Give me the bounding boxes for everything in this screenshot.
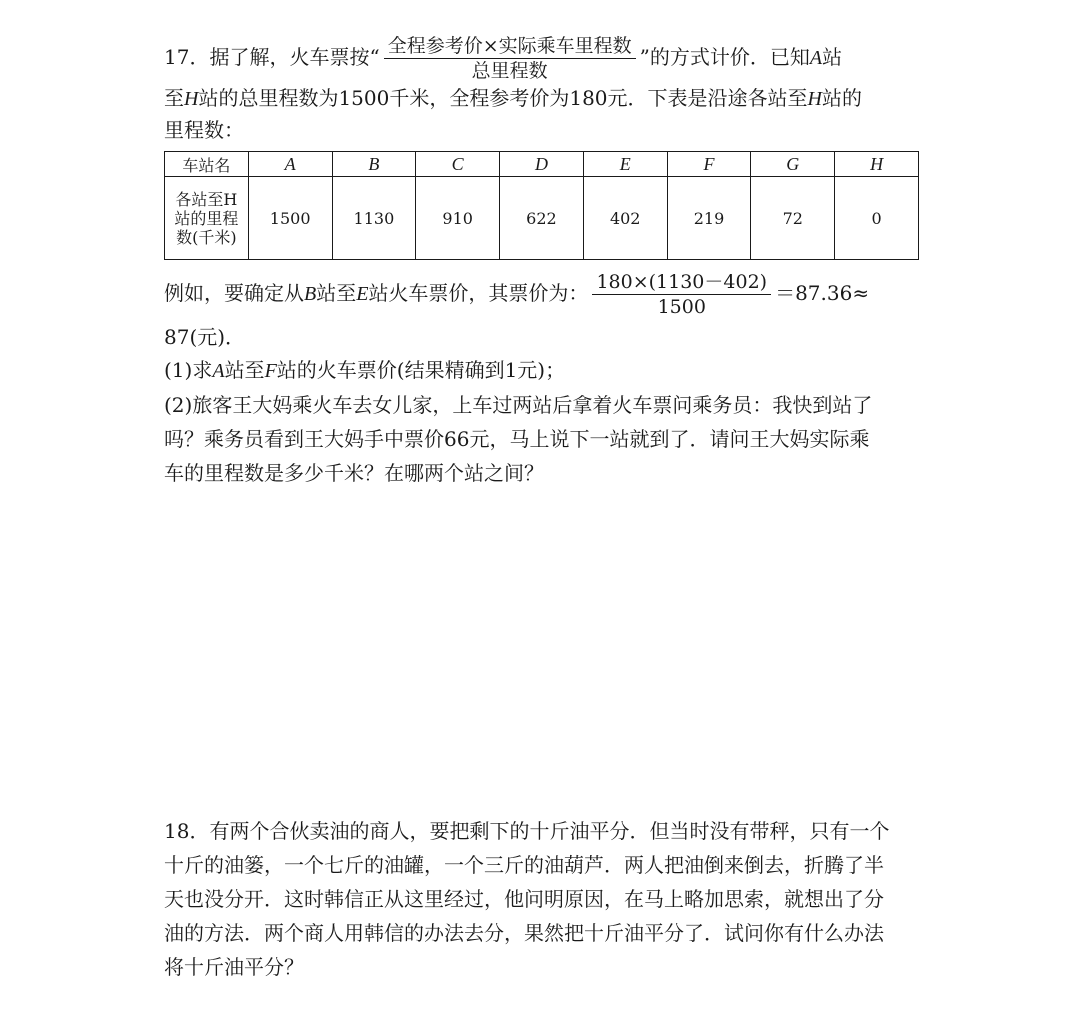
q17-text: 吗？乘务员看到王大妈手中票价66元，马上说下一站就到了．请问王大妈实际乘 [164,427,870,451]
table-row [165,177,919,260]
station-label: H [184,88,199,110]
q18-text: 天也没分开．这时韩信正从这里经过，他问明原因，在马上略加思索，就想出了分 [164,887,884,911]
station-header-cell: D [500,152,584,177]
distance-cell: 219 [667,177,751,260]
q17-text: (2)旅客王大妈乘火车去女儿家，上车过两站后拿着火车票问乘务员：我快到站了 [164,393,873,417]
q17-text: (1)求 [164,358,213,382]
q17-text: 87(元)． [164,325,246,349]
q18-text: 18．有两个合伙卖油的商人，要把剩下的十斤油平分．但当时没有带秤，只有一个 [164,819,890,843]
q17-text: 站的总里程数为1500千米，全程参考价为180元．下表是沿途各站至 [198,86,808,110]
q17-text: 站火车票价，其票价为： [368,281,589,305]
station-label: B [304,283,317,305]
station-header-cell: A [248,152,332,177]
station-label: F [264,360,277,382]
q17-part-2-line-3 [164,458,920,488]
station-label: E [356,283,369,305]
q18-line-3 [164,884,920,914]
pricing-formula-fraction [384,34,636,83]
q17-text: 里程数： [164,118,244,142]
q18-text: 将十斤油平分？ [164,955,304,979]
q17-text: 站的 [821,86,862,110]
q17-text: ”的方式计价．已知 [639,45,810,69]
station-label: A [212,360,225,382]
table-header-row [165,152,919,177]
station-label: A [809,47,823,69]
q17-text: 车的里程数是多少千米？在哪两个站之间？ [164,461,544,485]
station-header-cell: H [835,152,919,177]
q18-line-5 [164,952,920,982]
q17-part-2-line-2 [164,424,920,454]
q18-line-4 [164,918,920,948]
q17-example-line-2 [164,322,920,352]
table-corner-cell: 车站名 [165,152,249,177]
station-header-cell: F [667,152,751,177]
distance-row-label [165,177,249,260]
q17-text: 例如，要确定从 [164,281,304,305]
station-header-cell: B [332,152,416,177]
station-header-cell: G [751,152,835,177]
q17-text: 至 [164,86,184,110]
example-numerator: 180×(1130－402) [592,270,771,295]
q17-part-2-line-1 [164,390,920,420]
distance-cell: 402 [583,177,667,260]
q17-text: 站至 [316,281,357,305]
q18-line-1 [164,816,920,846]
q17-line-1 [164,34,920,83]
q17-text: 站至 [224,358,265,382]
distance-cell: 0 [835,177,919,260]
q18-text: 十斤的油篓，一个七斤的油罐，一个三斤的油葫芦．两人把油倒来倒去，折腾了半 [164,853,884,877]
station-header-cell: C [416,152,500,177]
distance-cell: 1500 [248,177,332,260]
q17-text: ＝87.36≈ [775,281,870,305]
q17-text: 站的火车票价(结果精确到1元)； [276,358,566,382]
formula-denominator: 总里程数 [471,60,548,82]
distance-row-label-text: 各站至H站的里程数(千米) [174,189,239,247]
station-header-cell: E [583,152,667,177]
distance-cell: 910 [416,177,500,260]
distance-cell: 1130 [332,177,416,260]
q18-text: 油的方法．两个商人用韩信的办法去分，果然把十斤油平分了．试问你有什么办法 [164,921,884,945]
example-denominator: 1500 [657,296,706,318]
example-fare-fraction [592,270,771,319]
q17-example-line-1 [164,270,920,319]
station-distance-table [164,151,919,260]
q17-part-1 [164,355,920,386]
station-label: H [807,88,822,110]
q18-line-2 [164,850,920,880]
q17-text: 17．据了解，火车票按“ [164,45,380,69]
distance-cell: 622 [500,177,584,260]
q17-text: 站 [822,45,843,69]
formula-numerator: 全程参考价×实际乘车里程数 [384,34,636,59]
q17-line-3 [164,115,920,145]
distance-cell: 72 [751,177,835,260]
q17-line-2 [164,83,920,114]
